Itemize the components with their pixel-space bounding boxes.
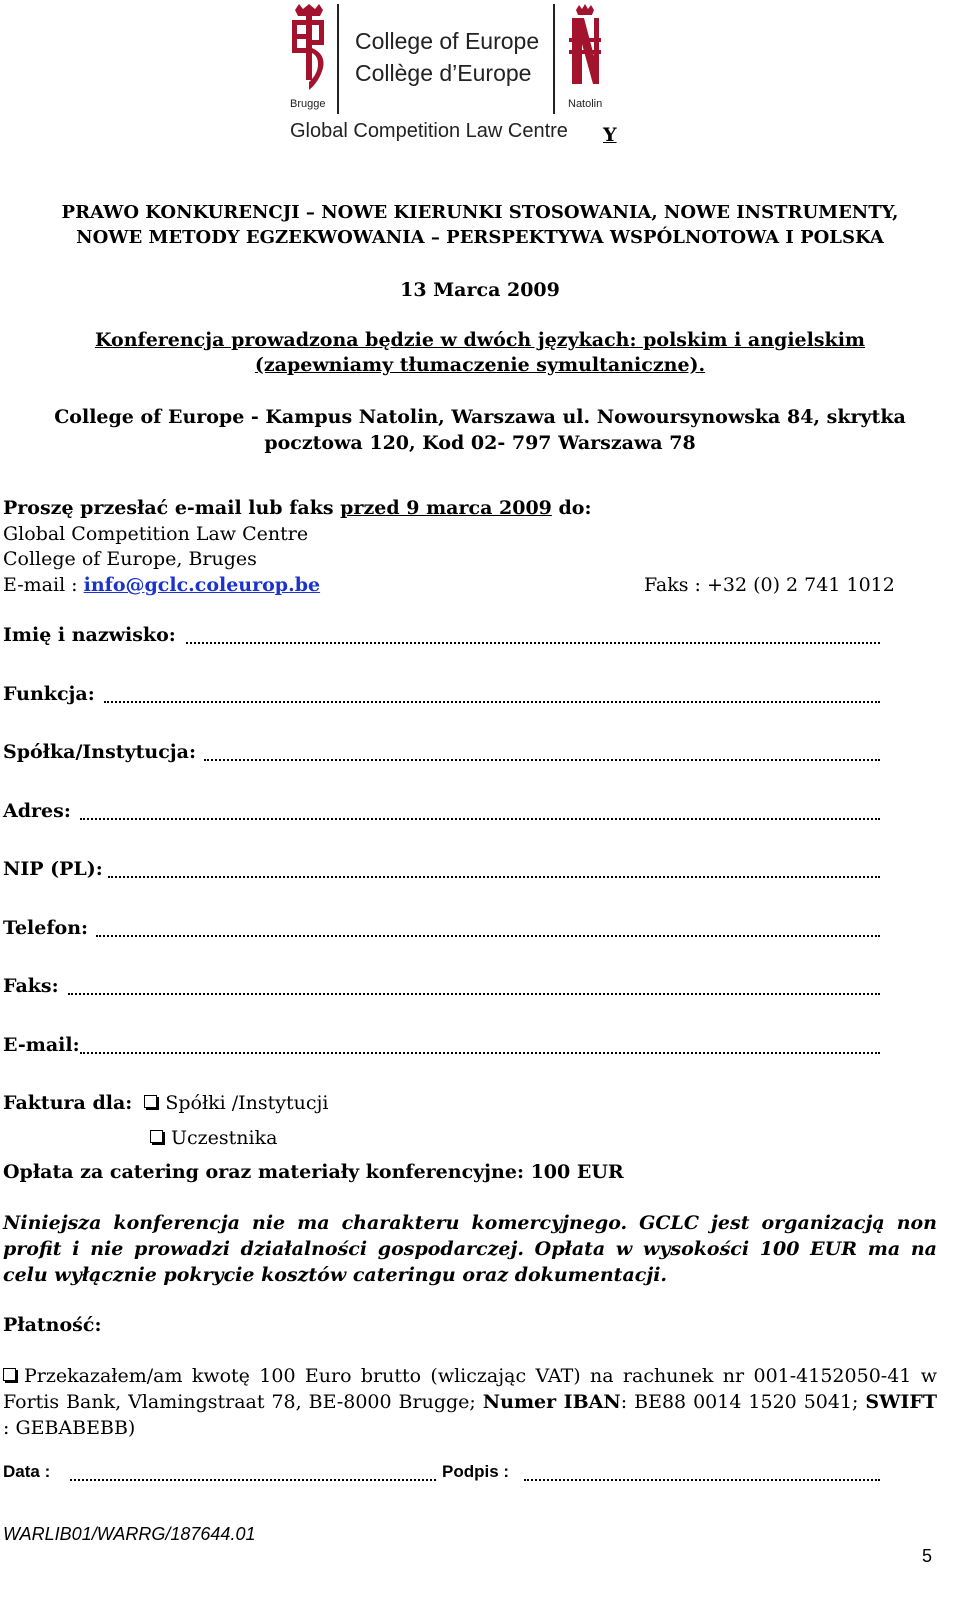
document-reference: WARLIB01/WARRG/187644.01 [3, 1524, 256, 1544]
logo-divider-right [553, 4, 555, 114]
iban-value: : BE88 0014 1520 5041; [620, 1391, 866, 1413]
iban-label: Numer IBAN [482, 1391, 621, 1413]
field-label-nip: NIP (PL): [3, 858, 103, 880]
language-info-1: Konferencja prowadzona będzie w dwóch językach: polskim i angielskim [94, 329, 866, 351]
field-label-function: Funkcja: [3, 683, 95, 705]
send-prefix: Proszę przesłać e-mail lub faks [3, 497, 341, 519]
field-label-name: Imię i nazwisko: [3, 624, 176, 646]
field-line-phone[interactable] [96, 933, 880, 937]
field-line-email[interactable] [80, 1050, 880, 1054]
invoice-company-label: Spółki /Instytucji [165, 1092, 329, 1114]
field-label-email: E-mail: [3, 1034, 80, 1056]
logo-divider-left [337, 4, 339, 114]
invoice-participant-label: Uczestnika [171, 1127, 278, 1149]
field-line-company[interactable] [204, 757, 880, 761]
page-number: 5 [922, 1546, 933, 1566]
date-label: Data : [3, 1462, 51, 1481]
field-label-company: Spółka/Instytucja: [3, 741, 196, 763]
invoice-row-2 [150, 1125, 277, 1151]
field-line-nip[interactable] [108, 874, 880, 878]
college-name-fr: Collège d’Europe [355, 60, 532, 86]
email-line [3, 572, 320, 598]
field-label-fax: Faks: [3, 975, 59, 997]
signature-line[interactable] [524, 1477, 880, 1481]
event-date: 13 Marca 2009 [400, 279, 560, 301]
swift-value: : GEBABEBB) [3, 1417, 136, 1439]
fee-line: Opłata za catering oraz materiały konferencyjne: 100 EUR [3, 1161, 624, 1183]
email-link[interactable]: info@gclc.coleurop.be [83, 574, 321, 596]
field-line-function[interactable] [104, 699, 880, 703]
bruges-crest-icon [289, 4, 329, 96]
title-line-2: NOWE METODY EGZEKWOWANIA – PERSPEKTYWA WSPÓLNOTOWA I POLSKA [76, 227, 884, 248]
title-line-1: PRAWO KONKURENCJI – NOWE KIERUNKI STOSOWANIA, NOWE INSTRUMENTY, [61, 202, 899, 223]
payment-checkbox[interactable] [3, 1368, 16, 1381]
invoice-label: Faktura dla: [3, 1092, 133, 1114]
language-info-2: (zapewniamy tłumaczenie symultaniczne). [254, 354, 706, 376]
natolin-caption: Natolin [568, 98, 603, 110]
venue-line-2: pocztowa 120, Kod 02- 797 Warszawa 78 [264, 432, 696, 454]
field-line-fax[interactable] [68, 991, 880, 995]
bruges-caption: Brugge [290, 98, 326, 110]
stray-character: Y [603, 124, 617, 146]
send-instructions [3, 495, 591, 521]
date-line[interactable] [70, 1477, 436, 1481]
payment-details [3, 1363, 937, 1441]
swift-label: SWIFT [865, 1391, 937, 1413]
college-name-en: College of Europe [355, 28, 540, 54]
fax-number: Faks : +32 (0) 2 741 1012 [644, 574, 895, 596]
org-line-1: Global Competition Law Centre [3, 523, 309, 545]
invoice-company-checkbox[interactable] [144, 1095, 157, 1108]
org-line-2: College of Europe, Bruges [3, 548, 257, 570]
field-line-address[interactable] [80, 816, 880, 820]
payment-label: Płatność: [3, 1314, 102, 1336]
send-deadline: przed 9 marca 2009 [340, 497, 552, 519]
centre-name: Global Competition Law Centre [290, 120, 568, 142]
field-label-address: Adres: [3, 800, 71, 822]
non-commercial-notice: Niniejsza konferencja nie ma charakteru komercyjnego. GCLC jest organizacją non profit i nie prowadzi działalności gospodarczej. Opłata w wysokości 100 EUR ma na celu wyłącznie pokrycie kosztów cateringu oraz dokumentacji. [3, 1212, 937, 1286]
send-suffix: do: [551, 497, 592, 519]
payment-text: Przekazałem/am kwotę 100 Euro brutto (wliczając VAT) na rachunek nr 001-4152050-41 w Fortis Bank, Vlamingstraat 78, BE-8000 Brugge; [3, 1365, 937, 1413]
field-line-name[interactable] [186, 640, 880, 644]
natolin-crest-icon [568, 4, 602, 96]
signature-label: Podpis : [442, 1462, 510, 1481]
field-label-phone: Telefon: [3, 917, 89, 939]
invoice-row [3, 1090, 328, 1116]
invoice-participant-checkbox[interactable] [150, 1130, 163, 1143]
email-label: E-mail : [3, 574, 84, 596]
venue-line-1: College of Europe - Kampus Natolin, Warszawa ul. Nowoursynowska 84, skrytka [54, 406, 906, 428]
